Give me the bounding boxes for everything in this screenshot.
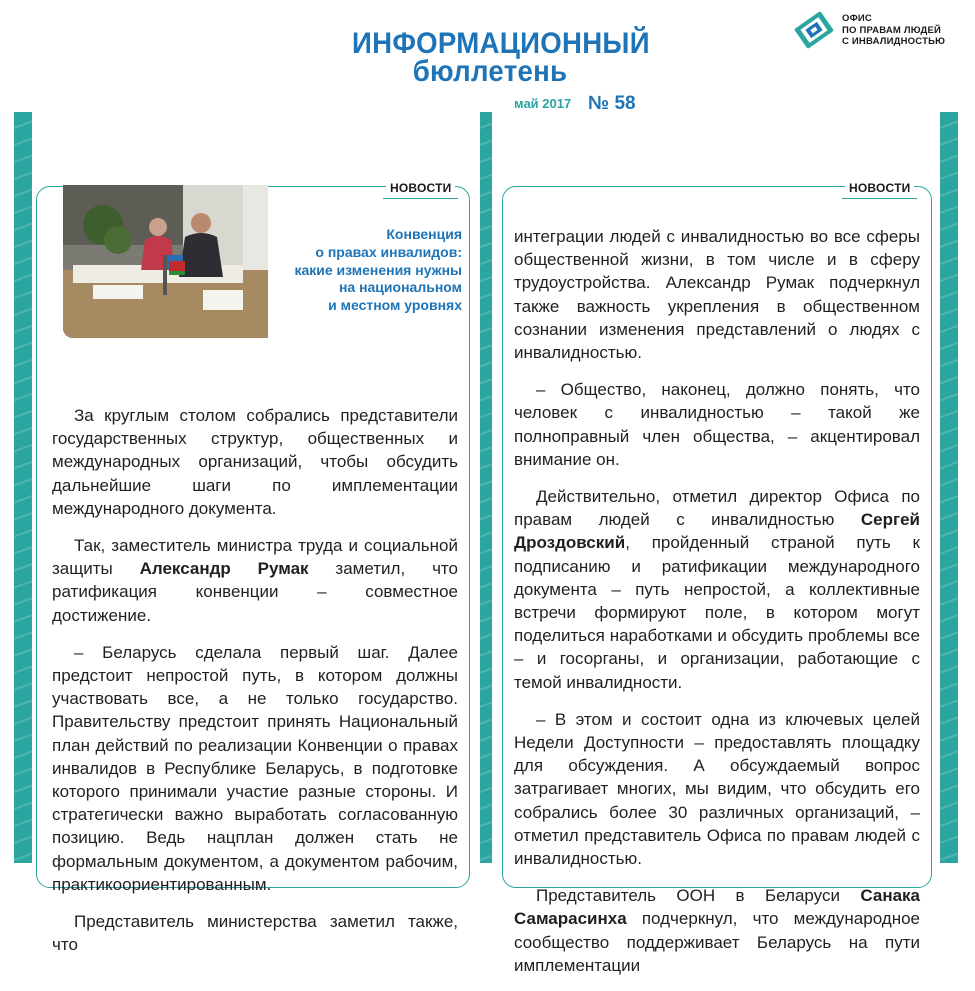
headline-line: какие изменения нужны (294, 261, 462, 278)
logo-line2: ПО ПРАВАМ ЛЮДЕЙ (842, 24, 942, 36)
middle-decor-stripe (480, 112, 492, 863)
news-section-tag: НОВОСТИ (386, 181, 455, 195)
paragraph-text: Действительно, отметил директор Офиса по правам людей с инвалидностью (514, 487, 920, 530)
right-article-body (514, 225, 920, 991)
paragraph: – Беларусь сделала первый шаг. Далее предстоит непростой путь, в котором должны участвовать все, а не только государство. Правительству предстоит принять Национальный план действий по реализации Конвенции о правах инвалидов в Республике Беларусь, в подготовке которого принимали участие разные стороны. И стратегически важно выработать согласованную позицию. Ведь нацплан должен стать не формальным документом, а документом рабочим, практикоориентированным. (52, 642, 458, 894)
paragraph: интеграции людей с инвалидностью во все сферы общественной жизни, в том числе и в сферу трудоустройства. Александр Румак подчеркнул также важность укрепления в общественном сознании изменения представлений о людях с инвалидностью. (514, 227, 920, 363)
bulletin-title-line1: ИНФОРМАЦИОННЫЙ (352, 27, 650, 60)
paragraph-text: Представитель ООН в Беларуси (536, 886, 861, 906)
office-logo-icon (792, 8, 836, 52)
paragraph (514, 884, 920, 977)
paragraph-text: Так, заместитель министра труда и социальной защиты (52, 536, 458, 579)
paragraph: За круглым столом собрались представители государственных структур, общественных и международных организаций, чтобы обсудить дальнейшие шаги по имплементации международного документа. (52, 406, 458, 518)
logo-line3: С ИНВАЛИДНОСТЬЮ (842, 36, 946, 47)
right-decor-stripe (940, 112, 958, 863)
round-table-photo (63, 185, 268, 338)
issue-number: № 58 (588, 93, 636, 114)
paragraph (514, 485, 920, 694)
issue-date: май 2017 (514, 96, 572, 111)
left-article-body (52, 404, 458, 970)
paragraph: – В этом и состоит одна из ключевых целей Недели Доступности – предоставлять площадку для обсуждения. А обсуждаемый вопрос затрагивает многих, мы видим, что обсудить его собрались более 30 различных организаций, – отметил представитель Офиса по правам людей с инвалидностью. (514, 709, 920, 869)
person-name: Сергей Дроздовский (514, 510, 920, 553)
headline-line: Конвенция (386, 226, 462, 242)
headline-line: о правах инвалидов: (315, 243, 462, 260)
news-section-tag: НОВОСТИ (845, 181, 914, 195)
paragraph-text: заметил, что ратификация конвенции – совместное достижение. (52, 559, 458, 625)
bulletin-title-line2: бюллетень (412, 55, 568, 88)
paragraph (52, 534, 458, 627)
bulletin-title (340, 27, 650, 88)
person-name: Александр Румак (139, 559, 309, 579)
article-headline (272, 226, 462, 315)
person-name: Санака Самарасинха (514, 886, 920, 929)
headline-line: на национальном (338, 279, 462, 296)
paragraph-text: , пройденный страной путь к подписанию и ратификации международного документа – путь непростой, а коллективные встречи формируют поле, в котором могут поделиться наработками и обсудить проблемы все – и госорганы, и организации, работающие с темой инвалидности. (514, 533, 920, 692)
office-logo-text (842, 13, 945, 48)
paragraph: – Общество, наконец, должно понять, что человек с инвалидностью – такой же полноправный член общества, – акцентировал внимание он. (514, 380, 920, 469)
logo-line1: ОФИС (842, 13, 872, 24)
left-decor-stripe (14, 112, 32, 863)
paragraph-text: подчеркнул, что международное сообщество поддерживает Беларусь на пути имплементации (514, 909, 920, 975)
headline-line: и местном уровнях (328, 297, 462, 314)
paragraph: Представитель министерства заметил также, что (52, 912, 458, 955)
